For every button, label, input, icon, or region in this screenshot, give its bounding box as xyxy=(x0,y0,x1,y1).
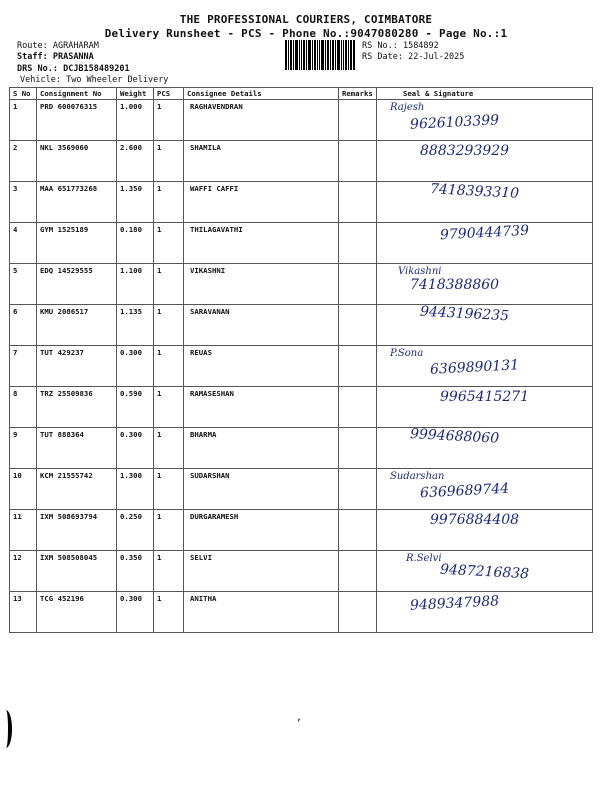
cell-signature xyxy=(377,141,593,182)
cell-pcs: 1 xyxy=(154,510,184,551)
cell-remarks xyxy=(339,141,377,182)
table-row xyxy=(10,387,593,428)
scan-edge-mark xyxy=(0,710,12,748)
cell-consignee: VIKASHNI xyxy=(184,264,339,305)
cell-remarks xyxy=(339,387,377,428)
signature-phone: 9443196235 xyxy=(419,303,510,325)
document-title: THE PROFESSIONAL COURIERS, COIMBATORE xyxy=(179,13,433,26)
cell-sno: 11 xyxy=(10,510,37,551)
drs-line xyxy=(17,64,130,74)
staff-value: PRASANNA xyxy=(52,52,94,62)
cell-consignment-no: IXM 508693794 xyxy=(37,510,117,551)
cell-signature xyxy=(377,428,593,469)
drs-value: DCJB158489201 xyxy=(63,64,130,74)
cell-weight: 1.350 xyxy=(117,182,154,223)
table-row xyxy=(10,264,593,305)
vehicle-line xyxy=(20,75,168,85)
col-header-pcs: PCS xyxy=(154,88,184,100)
cell-consignee: BHARMA xyxy=(184,428,339,469)
stray-mark: , xyxy=(296,712,303,723)
cell-signature xyxy=(377,264,593,305)
signature-phone: 9994688060 xyxy=(409,426,500,447)
signature-name: Sudarshan xyxy=(390,471,445,482)
signature-phone: 7418393310 xyxy=(429,181,520,202)
signature-name: R.Selvi xyxy=(406,553,442,564)
signature-phone: 9489347988 xyxy=(409,593,500,614)
cell-consignment-no: IXM 508508045 xyxy=(37,551,117,592)
signature-phone: 9487216838 xyxy=(439,561,530,583)
cell-remarks xyxy=(339,346,377,387)
col-header-sno: S No xyxy=(10,88,37,100)
signature-phone: 9965415271 xyxy=(440,389,530,405)
cell-consignment-no: TCG 452196 xyxy=(37,592,117,633)
signature-phone: 7418388860 xyxy=(410,277,500,293)
cell-pcs: 1 xyxy=(154,100,184,141)
cell-pcs: 1 xyxy=(154,305,184,346)
cell-consignee: RAGHAVENDRAN xyxy=(184,100,339,141)
cell-remarks xyxy=(339,305,377,346)
table-row xyxy=(10,141,593,182)
cell-consignment-no: KMU 2086517 xyxy=(37,305,117,346)
cell-pcs: 1 xyxy=(154,264,184,305)
cell-weight: 0.300 xyxy=(117,346,154,387)
cell-remarks xyxy=(339,264,377,305)
signature-name: P.Sona xyxy=(390,348,424,359)
cell-remarks xyxy=(339,551,377,592)
cell-remarks xyxy=(339,469,377,510)
cell-remarks xyxy=(339,428,377,469)
signature-phone: 6369689744 xyxy=(419,480,510,502)
cell-signature xyxy=(377,592,593,633)
document-subtitle: Delivery Runsheet - PCS - Phone No.:9047080280 - Page No.:1 xyxy=(104,27,508,40)
rs-date-value: 22-Jul-2025 xyxy=(408,52,465,62)
signature-phone: 8883293929 xyxy=(420,143,510,159)
cell-sno: 7 xyxy=(10,346,37,387)
cell-remarks xyxy=(339,223,377,264)
cell-weight: 0.300 xyxy=(117,428,154,469)
cell-weight: 1.135 xyxy=(117,305,154,346)
cell-signature xyxy=(377,387,593,428)
col-header-weight: Weight xyxy=(117,88,154,100)
staff-line xyxy=(17,52,94,62)
barcode-image xyxy=(285,40,355,70)
signature-phone: 6369890131 xyxy=(429,357,520,378)
cell-consignment-no: NKL 3569060 xyxy=(37,141,117,182)
cell-consignment-no: TUT 429237 xyxy=(37,346,117,387)
table-row xyxy=(10,182,593,223)
cell-remarks xyxy=(339,100,377,141)
cell-signature xyxy=(377,469,593,510)
cell-weight: 1.000 xyxy=(117,100,154,141)
cell-signature xyxy=(377,182,593,223)
cell-sno: 4 xyxy=(10,223,37,264)
cell-remarks xyxy=(339,510,377,551)
cell-consignee: RAMASESHAN xyxy=(184,387,339,428)
cell-signature xyxy=(377,551,593,592)
table-row xyxy=(10,223,593,264)
cell-sno: 6 xyxy=(10,305,37,346)
route-line xyxy=(17,41,99,51)
cell-consignee: SELVI xyxy=(184,551,339,592)
cell-consignment-no: KCM 21555742 xyxy=(37,469,117,510)
signature-name: Rajesh xyxy=(390,102,425,113)
table-row xyxy=(10,346,593,387)
vehicle-label: Vehicle: xyxy=(20,75,61,85)
drs-label: DRS No.: xyxy=(17,64,58,74)
col-header-consignee: Consignee Details xyxy=(184,88,339,100)
cell-pcs: 1 xyxy=(154,223,184,264)
cell-signature xyxy=(377,223,593,264)
cell-weight: 0.180 xyxy=(117,223,154,264)
cell-consignee: SHAMILA xyxy=(184,141,339,182)
col-header-remarks: Remarks xyxy=(339,88,377,100)
col-header-consignment: Consignment No xyxy=(37,88,117,100)
cell-pcs: 1 xyxy=(154,182,184,223)
cell-pcs: 1 xyxy=(154,141,184,182)
cell-consignee: SARAVANAN xyxy=(184,305,339,346)
cell-sno: 8 xyxy=(10,387,37,428)
cell-consignment-no: TUT 888364 xyxy=(37,428,117,469)
cell-consignment-no: GYM 1525189 xyxy=(37,223,117,264)
cell-sno: 5 xyxy=(10,264,37,305)
rs-no-line xyxy=(362,41,439,51)
cell-remarks xyxy=(339,592,377,633)
route-label: Route: xyxy=(17,41,48,51)
cell-signature xyxy=(377,305,593,346)
cell-signature xyxy=(377,510,593,551)
cell-consignee: WAFFI CAFFI xyxy=(184,182,339,223)
cell-pcs: 1 xyxy=(154,592,184,633)
table-row xyxy=(10,305,593,346)
cell-sno: 12 xyxy=(10,551,37,592)
cell-pcs: 1 xyxy=(154,428,184,469)
cell-weight: 0.350 xyxy=(117,551,154,592)
cell-weight: 1.300 xyxy=(117,469,154,510)
rs-date-label: RS Date: xyxy=(362,52,403,62)
cell-remarks xyxy=(339,182,377,223)
cell-consignment-no: MAA 651773268 xyxy=(37,182,117,223)
cell-weight: 0.590 xyxy=(117,387,154,428)
cell-weight: 0.300 xyxy=(117,592,154,633)
cell-weight: 0.250 xyxy=(117,510,154,551)
cell-consignee: DURGARAMESH xyxy=(184,510,339,551)
table-row xyxy=(10,469,593,510)
cell-consignment-no: EDQ 14529555 xyxy=(37,264,117,305)
cell-sno: 10 xyxy=(10,469,37,510)
cell-consignee: REUAS xyxy=(184,346,339,387)
signature-phone: 9790444739 xyxy=(439,222,530,244)
cell-consignment-no: TRZ 25509836 xyxy=(37,387,117,428)
table-row xyxy=(10,510,593,551)
staff-label: Staff: xyxy=(17,52,48,62)
table-row xyxy=(10,428,593,469)
table-header-row xyxy=(10,88,593,100)
cell-sno: 9 xyxy=(10,428,37,469)
cell-sno: 13 xyxy=(10,592,37,633)
cell-signature xyxy=(377,100,593,141)
cell-consignee: THILAGAVATHI xyxy=(184,223,339,264)
col-header-signature: Seal & Signature xyxy=(377,88,593,100)
cell-consignee: SUDARSHAN xyxy=(184,469,339,510)
signature-name: Vikashni xyxy=(398,266,442,277)
rs-no-label: RS No.: xyxy=(362,41,398,51)
rs-no-value: 1584892 xyxy=(402,41,439,51)
table-row xyxy=(10,100,593,141)
table-row xyxy=(10,551,593,592)
cell-consignment-no: PRD 600076315 xyxy=(37,100,117,141)
cell-pcs: 1 xyxy=(154,469,184,510)
cell-weight: 2.600 xyxy=(117,141,154,182)
cell-pcs: 1 xyxy=(154,551,184,592)
vehicle-value: Two Wheeler Delivery xyxy=(66,75,169,85)
cell-consignee: ANITHA xyxy=(184,592,339,633)
cell-pcs: 1 xyxy=(154,346,184,387)
route-value: AGRAHARAM xyxy=(52,41,99,51)
cell-weight: 1.100 xyxy=(117,264,154,305)
runsheet-table xyxy=(9,87,593,633)
cell-signature xyxy=(377,346,593,387)
cell-sno: 3 xyxy=(10,182,37,223)
rs-date-line xyxy=(362,52,464,62)
table-row xyxy=(10,592,593,633)
cell-pcs: 1 xyxy=(154,387,184,428)
cell-sno: 1 xyxy=(10,100,37,141)
cell-sno: 2 xyxy=(10,141,37,182)
signature-phone: 9976884408 xyxy=(430,512,520,528)
signature-phone: 9626103399 xyxy=(409,112,500,133)
